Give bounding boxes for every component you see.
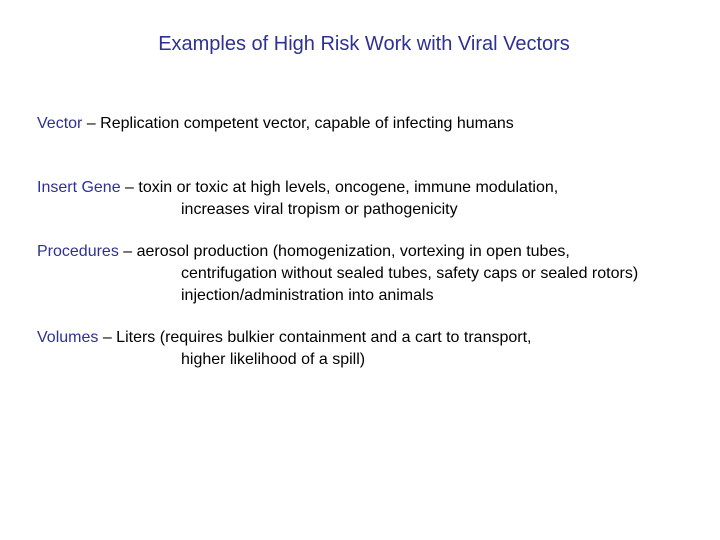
description-continuation: injection/administration into animals bbox=[181, 287, 434, 304]
term-vector: Vector bbox=[37, 115, 83, 132]
description-line: toxin or toxic at high levels, oncogene, immune modulation, bbox=[138, 179, 559, 196]
slide-title: Examples of High Risk Work with Viral Vectors bbox=[158, 33, 570, 55]
description-continuation: higher likelihood of a spill) bbox=[181, 351, 366, 368]
description-continuation: increases viral tropism or pathogenicity bbox=[181, 201, 458, 218]
bullet-volumes bbox=[37, 327, 707, 371]
separator: – bbox=[118, 243, 137, 260]
term-volumes: Volumes bbox=[37, 329, 99, 346]
bullet-procedures bbox=[37, 241, 707, 307]
bullet-insert-gene bbox=[37, 177, 707, 221]
term-procedures: Procedures bbox=[37, 243, 119, 260]
separator: – bbox=[120, 179, 139, 196]
term-insert-gene: Insert Gene bbox=[37, 179, 121, 196]
separator: – bbox=[82, 115, 101, 132]
description-continuation: centrifugation without sealed tubes, safety caps or sealed rotors) bbox=[181, 265, 639, 282]
description-line: Liters (requires bulkier containment and a cart to transport, bbox=[116, 329, 532, 346]
description-line: Replication competent vector, capable of infecting humans bbox=[100, 115, 514, 132]
bullet-vector bbox=[37, 113, 707, 135]
separator: – bbox=[98, 329, 117, 346]
description-line: aerosol production (homogenization, vortexing in open tubes, bbox=[136, 243, 570, 260]
